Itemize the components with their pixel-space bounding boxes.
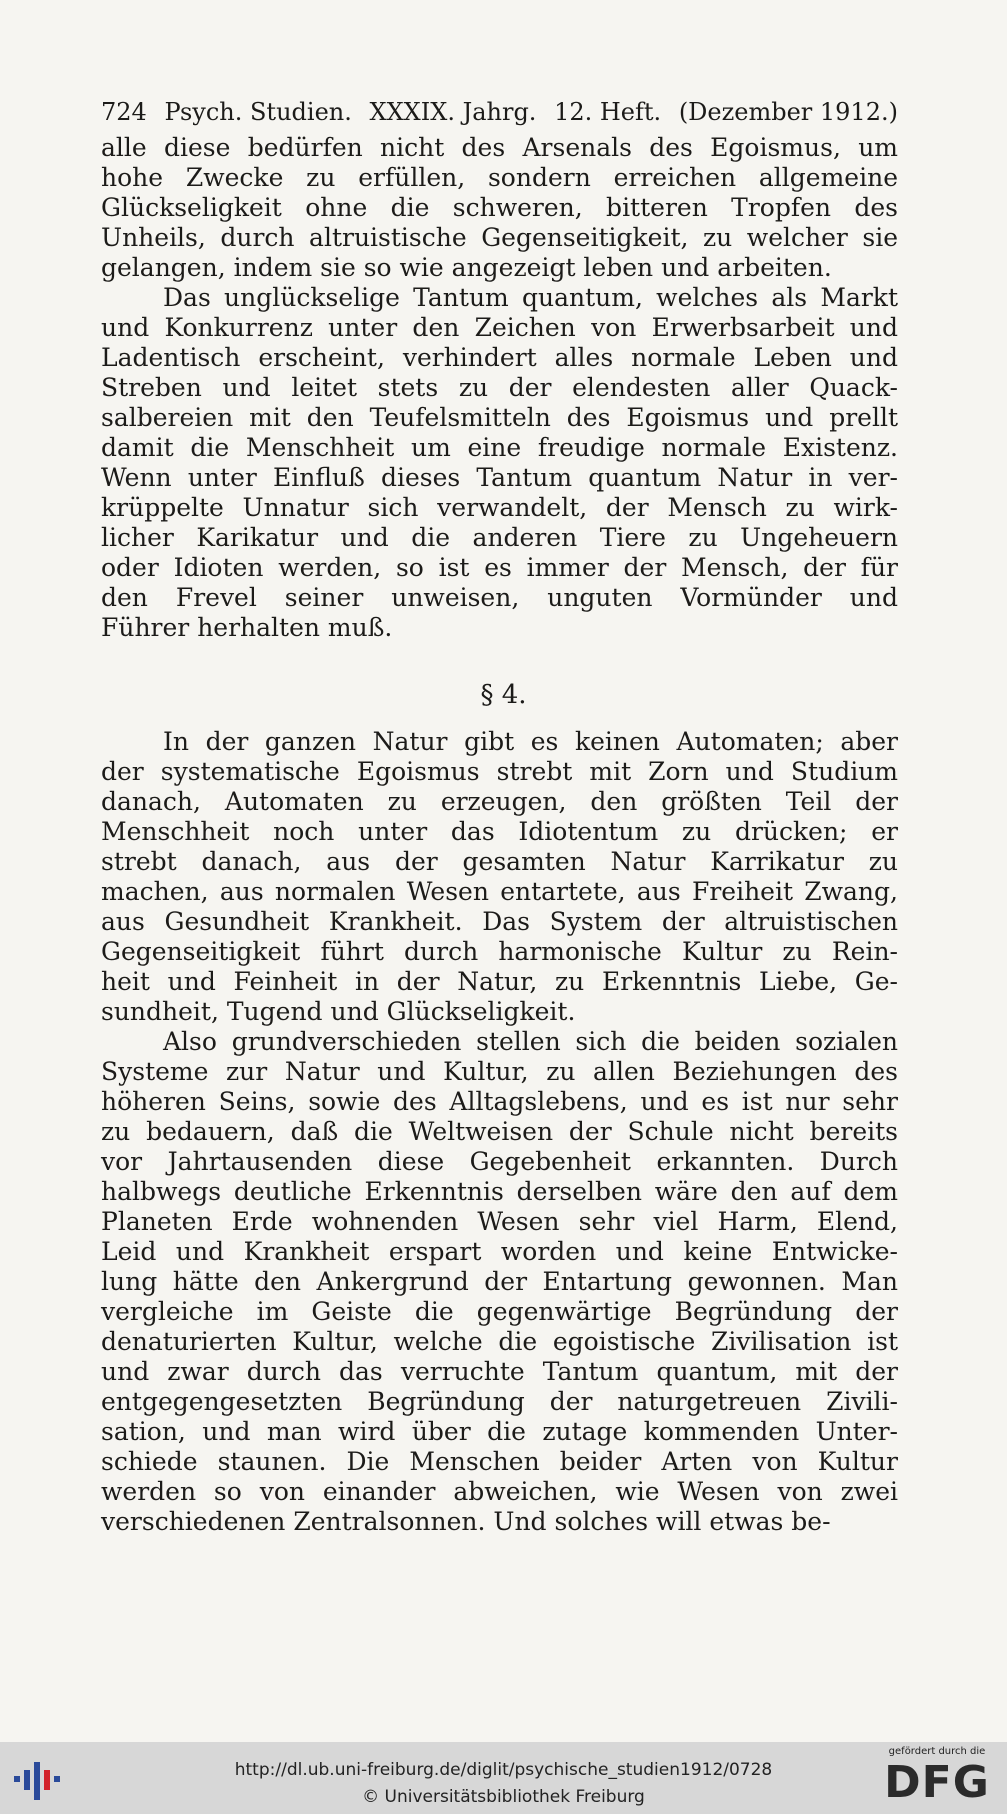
- text-line: Leid und Krankheit erspart worden und keine Entwicke-: [101, 1237, 898, 1266]
- dfg-funding-text: gefördert durch die: [888, 1746, 986, 1757]
- text-line: Gegenseitigkeit führt durch harmonische Kultur zu Rein-: [101, 937, 898, 966]
- text-line: licher Karikatur und die anderen Tiere zu Ungeheuern: [101, 523, 898, 552]
- journal-title: Psych. Studien.: [164, 98, 352, 126]
- text-line: sation, und man wird über die zutage kommenden Unter-: [101, 1417, 898, 1446]
- text-line: vor Jahrtausenden diese Gegebenheit erkannten. Durch: [101, 1147, 898, 1176]
- text-line: vergleiche im Geiste die gegenwärtige Begründung der: [101, 1297, 898, 1326]
- text-line: und zwar durch das verruchte Tantum quantum, mit der: [101, 1357, 898, 1386]
- text-line: der systematische Egoismus strebt mit Zorn und Studium: [101, 757, 898, 786]
- text-line: heit und Feinheit in der Natur, zu Erkenntnis Liebe, Ge-: [101, 967, 898, 996]
- text-line: strebt danach, aus der gesamten Natur Karrikatur zu: [101, 847, 898, 876]
- text-line: salbereien mit den Teufelsmitteln des Egoismus und prellt: [101, 403, 898, 432]
- text-line: In der ganzen Natur gibt es keinen Automaten; aber: [163, 727, 898, 756]
- text-line: alle diese bedürfen nicht des Arsenals des Egoismus, um: [101, 133, 898, 162]
- text-line: hohe Zwecke zu erfüllen, sondern erreichen allgemeine: [101, 163, 898, 192]
- text-line: den Frevel seiner unweisen, unguten Vormünder und: [101, 583, 898, 612]
- issue-date: (Dezember 1912.): [678, 98, 898, 126]
- text-line: Planeten Erde wohnenden Wesen sehr viel Harm, Elend,: [101, 1207, 898, 1236]
- text-line: höheren Seins, sowie des Alltagslebens, und es ist nur sehr: [101, 1087, 898, 1116]
- text-line: denaturierten Kultur, welche die egoistische Zivilisation ist: [101, 1327, 898, 1356]
- text-line: Glückseligkeit ohne die schweren, bitteren Tropfen des: [101, 193, 898, 222]
- running-head: [101, 98, 898, 126]
- text-line: gelangen, indem sie so wie angezeigt leben und arbeiten.: [101, 253, 832, 282]
- text-block-2: [101, 727, 898, 1537]
- text-line: Also grundverschieden stellen sich die beiden sozialen: [163, 1027, 898, 1056]
- text-line: oder Idioten werden, so ist es immer der Mensch, der für: [101, 553, 898, 582]
- text-line: Wenn unter Einfluß dieses Tantum quantum Natur in ver-: [101, 463, 898, 492]
- text-line: aus Gesundheit Krankheit. Das System der altruistischen: [101, 907, 898, 936]
- dfg-logo: [877, 1746, 997, 1812]
- text-line: damit die Menschheit um eine freudige normale Existenz.: [101, 433, 898, 462]
- page-number: 724: [101, 98, 147, 126]
- text-line: Ladentisch erscheint, verhindert alles normale Leben und: [101, 343, 898, 372]
- text-line: zu bedauern, daß die Weltweisen der Schule nicht bereits: [101, 1117, 898, 1146]
- text-line: lung hätte den Ankergrund der Entartung gewonnen. Man: [101, 1267, 898, 1296]
- dfg-wordmark: DFG: [884, 1757, 990, 1808]
- section-heading: § 4.: [480, 680, 527, 710]
- text-line: entgegengesetzten Begründung der naturgetreuen Zivili-: [101, 1387, 898, 1416]
- text-line: Systeme zur Natur und Kultur, zu allen Beziehungen des: [101, 1057, 898, 1086]
- text-block-1: [101, 133, 898, 643]
- volume: XXXIX. Jahrg.: [369, 98, 537, 126]
- text-line: sundheit, Tugend und Glückseligkeit.: [101, 997, 576, 1026]
- copyright-notice: © Universitätsbibliothek Freiburg: [362, 1787, 645, 1807]
- text-line: machen, aus normalen Wesen entartete, aus Freiheit Zwang,: [101, 877, 898, 906]
- text-line: Das unglückselige Tantum quantum, welches als Markt: [163, 283, 898, 312]
- text-line: Streben und leitet stets zu der elendesten aller Quack-: [101, 373, 898, 402]
- text-line: Unheils, durch altruistische Gegenseitigkeit, zu welcher sie: [101, 223, 898, 252]
- text-line: und Konkurrenz unter den Zeichen von Erwerbsarbeit und: [101, 313, 898, 342]
- text-line: danach, Automaten zu erzeugen, den größten Teil der: [101, 787, 898, 816]
- footer-bar: [0, 1742, 1007, 1814]
- text-line: verschiedenen Zentralsonnen. Und solches will etwas be-: [101, 1507, 831, 1536]
- text-line: Menschheit noch unter das Idiotentum zu drücken; er: [101, 817, 898, 846]
- text-line: werden so von einander abweichen, wie Wesen von zwei: [101, 1477, 898, 1506]
- text-line: Führer herhalten muß.: [101, 613, 393, 642]
- text-line: krüppelte Unnatur sich verwandelt, der Mensch zu wirk-: [101, 493, 898, 522]
- text-line: schiede staunen. Die Menschen beider Arten von Kultur: [101, 1447, 898, 1476]
- source-url[interactable]: http://dl.ub.uni-freiburg.de/diglit/psychische_studien1912/0728: [234, 1760, 773, 1780]
- text-line: halbwegs deutliche Erkenntnis derselben wäre den auf dem: [101, 1177, 898, 1206]
- issue: 12. Heft.: [554, 98, 662, 126]
